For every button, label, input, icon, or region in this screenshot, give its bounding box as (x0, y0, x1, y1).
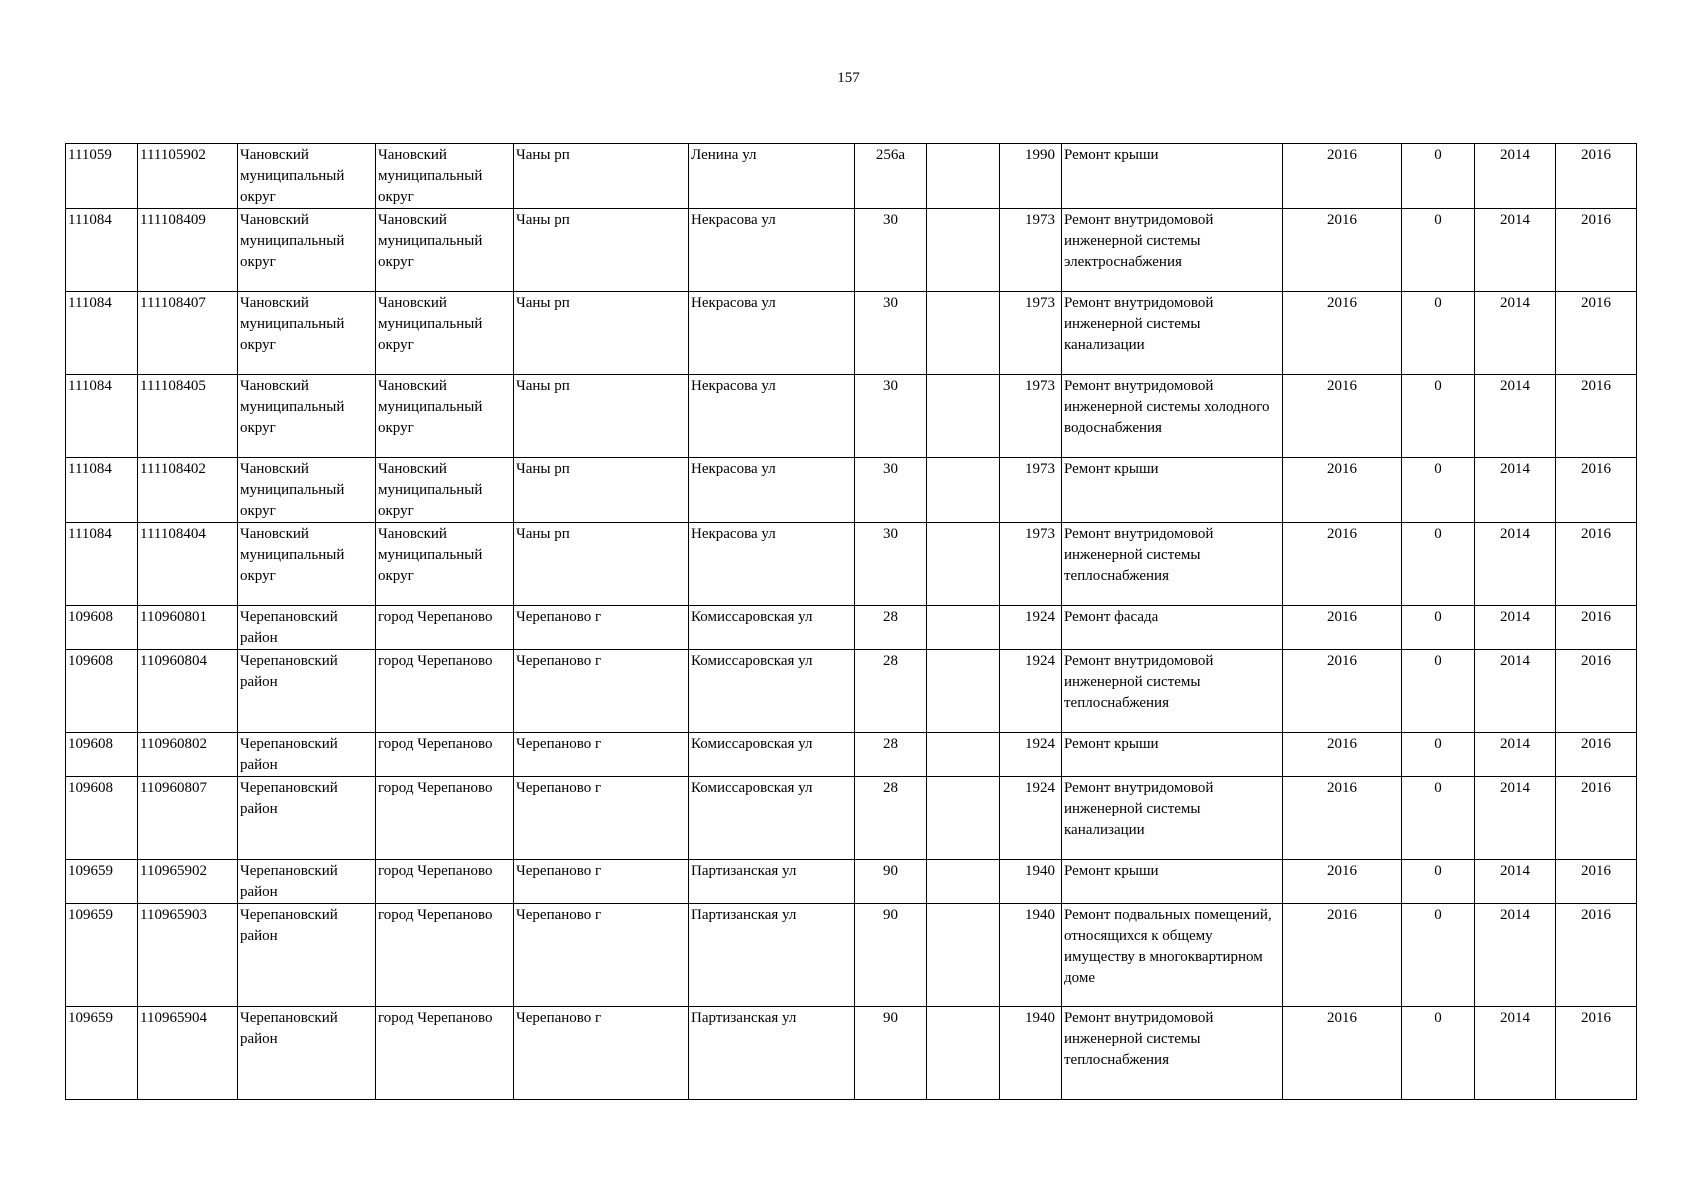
house-id-cell: 109608 (66, 777, 138, 860)
plan-year-cell: 2016 (1283, 904, 1402, 1007)
district-cell: Черепановский район (238, 606, 376, 650)
work-type-cell: Ремонт внутридомовой инженерной системы теплоснабжения (1062, 1007, 1283, 1100)
building-cell (927, 458, 1000, 523)
zero-value-cell: 0 (1402, 904, 1475, 1007)
municipality-cell: город Черепаново (376, 650, 514, 733)
street-cell: Комиссаровская ул (689, 606, 855, 650)
district-cell: Чановский муниципальный округ (238, 292, 376, 375)
work-type-cell: Ремонт крыши (1062, 458, 1283, 523)
street-cell: Комиссаровская ул (689, 650, 855, 733)
work-id-cell: 110965902 (138, 860, 238, 904)
street-cell: Комиссаровская ул (689, 777, 855, 860)
house-number-cell: 90 (855, 860, 927, 904)
settlement-cell: Черепаново г (514, 777, 689, 860)
built-year-cell: 1973 (1000, 209, 1062, 292)
plan-year-cell: 2016 (1283, 606, 1402, 650)
built-year-cell: 1940 (1000, 1007, 1062, 1100)
table-row (66, 209, 1637, 292)
municipality-cell: Чановский муниципальный округ (376, 523, 514, 606)
end-year-cell: 2016 (1556, 733, 1637, 777)
table-row (66, 523, 1637, 606)
house-number-cell: 28 (855, 733, 927, 777)
zero-value-cell: 0 (1402, 1007, 1475, 1100)
start-year-cell: 2014 (1475, 144, 1556, 209)
municipality-cell: Чановский муниципальный округ (376, 375, 514, 458)
house-number-cell: 30 (855, 209, 927, 292)
building-cell (927, 292, 1000, 375)
built-year-cell: 1973 (1000, 458, 1062, 523)
zero-value-cell: 0 (1402, 144, 1475, 209)
work-type-cell: Ремонт внутридомовой инженерной системы канализации (1062, 777, 1283, 860)
building-cell (927, 144, 1000, 209)
building-cell (927, 777, 1000, 860)
zero-value-cell: 0 (1402, 523, 1475, 606)
house-id-cell: 111084 (66, 375, 138, 458)
work-id-cell: 111108407 (138, 292, 238, 375)
table-row (66, 777, 1637, 860)
end-year-cell: 2016 (1556, 523, 1637, 606)
house-id-cell: 111084 (66, 209, 138, 292)
end-year-cell: 2016 (1556, 1007, 1637, 1100)
house-id-cell: 109659 (66, 904, 138, 1007)
building-cell (927, 860, 1000, 904)
built-year-cell: 1940 (1000, 860, 1062, 904)
house-id-cell: 111084 (66, 292, 138, 375)
building-cell (927, 1007, 1000, 1100)
table-row (66, 292, 1637, 375)
zero-value-cell: 0 (1402, 375, 1475, 458)
table-row (66, 375, 1637, 458)
municipality-cell: Чановский муниципальный округ (376, 292, 514, 375)
settlement-cell: Черепаново г (514, 860, 689, 904)
table-row (66, 860, 1637, 904)
plan-year-cell: 2016 (1283, 1007, 1402, 1100)
house-number-cell: 90 (855, 904, 927, 1007)
plan-year-cell: 2016 (1283, 777, 1402, 860)
end-year-cell: 2016 (1556, 144, 1637, 209)
municipality-cell: Чановский муниципальный округ (376, 458, 514, 523)
street-cell: Некрасова ул (689, 375, 855, 458)
house-id-cell: 109608 (66, 733, 138, 777)
settlement-cell: Чаны рп (514, 523, 689, 606)
district-cell: Черепановский район (238, 777, 376, 860)
building-cell (927, 523, 1000, 606)
municipality-cell: город Черепаново (376, 733, 514, 777)
end-year-cell: 2016 (1556, 904, 1637, 1007)
built-year-cell: 1990 (1000, 144, 1062, 209)
house-number-cell: 30 (855, 292, 927, 375)
district-cell: Чановский муниципальный округ (238, 375, 376, 458)
work-id-cell: 111105902 (138, 144, 238, 209)
table-row (66, 1007, 1637, 1100)
built-year-cell: 1924 (1000, 733, 1062, 777)
district-cell: Чановский муниципальный округ (238, 458, 376, 523)
zero-value-cell: 0 (1402, 650, 1475, 733)
settlement-cell: Черепаново г (514, 1007, 689, 1100)
zero-value-cell: 0 (1402, 860, 1475, 904)
house-id-cell: 111059 (66, 144, 138, 209)
district-cell: Чановский муниципальный округ (238, 144, 376, 209)
table-row (66, 650, 1637, 733)
start-year-cell: 2014 (1475, 375, 1556, 458)
work-id-cell: 111108404 (138, 523, 238, 606)
plan-year-cell: 2016 (1283, 458, 1402, 523)
building-cell (927, 375, 1000, 458)
work-type-cell: Ремонт крыши (1062, 144, 1283, 209)
built-year-cell: 1973 (1000, 375, 1062, 458)
work-type-cell: Ремонт подвальных помещений, относящихся к общему имуществу в многоквартирном доме (1062, 904, 1283, 1007)
district-cell: Черепановский район (238, 904, 376, 1007)
street-cell: Партизанская ул (689, 860, 855, 904)
municipality-cell: город Черепаново (376, 606, 514, 650)
house-number-cell: 28 (855, 777, 927, 860)
plan-year-cell: 2016 (1283, 650, 1402, 733)
work-type-cell: Ремонт крыши (1062, 733, 1283, 777)
house-number-cell: 28 (855, 650, 927, 733)
house-number-cell: 30 (855, 458, 927, 523)
district-cell: Черепановский район (238, 1007, 376, 1100)
start-year-cell: 2014 (1475, 606, 1556, 650)
house-id-cell: 111084 (66, 523, 138, 606)
built-year-cell: 1924 (1000, 650, 1062, 733)
building-cell (927, 733, 1000, 777)
page-number: 157 (837, 70, 860, 86)
street-cell: Некрасова ул (689, 209, 855, 292)
house-number-cell: 256а (855, 144, 927, 209)
work-id-cell: 111108405 (138, 375, 238, 458)
plan-year-cell: 2016 (1283, 375, 1402, 458)
building-cell (927, 606, 1000, 650)
table-row (66, 144, 1637, 209)
registry-table (65, 143, 1637, 1100)
work-type-cell: Ремонт внутридомовой инженерной системы теплоснабжения (1062, 523, 1283, 606)
end-year-cell: 2016 (1556, 606, 1637, 650)
district-cell: Чановский муниципальный округ (238, 523, 376, 606)
start-year-cell: 2014 (1475, 860, 1556, 904)
built-year-cell: 1973 (1000, 523, 1062, 606)
municipality-cell: город Черепаново (376, 1007, 514, 1100)
end-year-cell: 2016 (1556, 458, 1637, 523)
house-number-cell: 28 (855, 606, 927, 650)
municipality-cell: город Черепаново (376, 777, 514, 860)
plan-year-cell: 2016 (1283, 209, 1402, 292)
district-cell: Чановский муниципальный округ (238, 209, 376, 292)
municipality-cell: город Черепаново (376, 860, 514, 904)
zero-value-cell: 0 (1402, 733, 1475, 777)
built-year-cell: 1973 (1000, 292, 1062, 375)
zero-value-cell: 0 (1402, 606, 1475, 650)
settlement-cell: Чаны рп (514, 458, 689, 523)
municipality-cell: Чановский муниципальный округ (376, 209, 514, 292)
street-cell: Комиссаровская ул (689, 733, 855, 777)
work-type-cell: Ремонт внутридомовой инженерной системы холодного водоснабжения (1062, 375, 1283, 458)
settlement-cell: Чаны рп (514, 375, 689, 458)
building-cell (927, 650, 1000, 733)
built-year-cell: 1940 (1000, 904, 1062, 1007)
district-cell: Черепановский район (238, 860, 376, 904)
built-year-cell: 1924 (1000, 606, 1062, 650)
start-year-cell: 2014 (1475, 1007, 1556, 1100)
table-row (66, 733, 1637, 777)
building-cell (927, 904, 1000, 1007)
building-cell (927, 209, 1000, 292)
work-type-cell: Ремонт внутридомовой инженерной системы канализации (1062, 292, 1283, 375)
table-row (66, 458, 1637, 523)
settlement-cell: Черепаново г (514, 650, 689, 733)
settlement-cell: Чаны рп (514, 144, 689, 209)
street-cell: Партизанская ул (689, 1007, 855, 1100)
start-year-cell: 2014 (1475, 777, 1556, 860)
start-year-cell: 2014 (1475, 292, 1556, 375)
street-cell: Некрасова ул (689, 292, 855, 375)
work-id-cell: 110965903 (138, 904, 238, 1007)
work-type-cell: Ремонт внутридомовой инженерной системы теплоснабжения (1062, 650, 1283, 733)
end-year-cell: 2016 (1556, 375, 1637, 458)
table-row (66, 606, 1637, 650)
work-type-cell: Ремонт внутридомовой инженерной системы электроснабжения (1062, 209, 1283, 292)
municipality-cell: город Черепаново (376, 904, 514, 1007)
plan-year-cell: 2016 (1283, 292, 1402, 375)
work-type-cell: Ремонт крыши (1062, 860, 1283, 904)
work-id-cell: 111108409 (138, 209, 238, 292)
work-id-cell: 110960807 (138, 777, 238, 860)
house-number-cell: 90 (855, 1007, 927, 1100)
district-cell: Черепановский район (238, 733, 376, 777)
end-year-cell: 2016 (1556, 209, 1637, 292)
work-id-cell: 111108402 (138, 458, 238, 523)
street-cell: Некрасова ул (689, 458, 855, 523)
work-id-cell: 110960804 (138, 650, 238, 733)
zero-value-cell: 0 (1402, 209, 1475, 292)
start-year-cell: 2014 (1475, 209, 1556, 292)
settlement-cell: Чаны рп (514, 292, 689, 375)
work-id-cell: 110960801 (138, 606, 238, 650)
settlement-cell: Черепаново г (514, 733, 689, 777)
district-cell: Черепановский район (238, 650, 376, 733)
zero-value-cell: 0 (1402, 777, 1475, 860)
street-cell: Ленина ул (689, 144, 855, 209)
street-cell: Партизанская ул (689, 904, 855, 1007)
end-year-cell: 2016 (1556, 292, 1637, 375)
work-id-cell: 110965904 (138, 1007, 238, 1100)
start-year-cell: 2014 (1475, 733, 1556, 777)
house-id-cell: 109608 (66, 606, 138, 650)
start-year-cell: 2014 (1475, 650, 1556, 733)
settlement-cell: Черепаново г (514, 904, 689, 1007)
house-id-cell: 109659 (66, 860, 138, 904)
table-row (66, 904, 1637, 1007)
settlement-cell: Чаны рп (514, 209, 689, 292)
plan-year-cell: 2016 (1283, 523, 1402, 606)
house-number-cell: 30 (855, 375, 927, 458)
table-body (66, 144, 1637, 1100)
work-id-cell: 110960802 (138, 733, 238, 777)
settlement-cell: Черепаново г (514, 606, 689, 650)
start-year-cell: 2014 (1475, 904, 1556, 1007)
work-type-cell: Ремонт фасада (1062, 606, 1283, 650)
start-year-cell: 2014 (1475, 523, 1556, 606)
zero-value-cell: 0 (1402, 292, 1475, 375)
end-year-cell: 2016 (1556, 777, 1637, 860)
start-year-cell: 2014 (1475, 458, 1556, 523)
street-cell: Некрасова ул (689, 523, 855, 606)
house-id-cell: 109659 (66, 1007, 138, 1100)
end-year-cell: 2016 (1556, 650, 1637, 733)
municipality-cell: Чановский муниципальный округ (376, 144, 514, 209)
built-year-cell: 1924 (1000, 777, 1062, 860)
house-id-cell: 111084 (66, 458, 138, 523)
plan-year-cell: 2016 (1283, 733, 1402, 777)
house-id-cell: 109608 (66, 650, 138, 733)
plan-year-cell: 2016 (1283, 860, 1402, 904)
end-year-cell: 2016 (1556, 860, 1637, 904)
house-number-cell: 30 (855, 523, 927, 606)
plan-year-cell: 2016 (1283, 144, 1402, 209)
zero-value-cell: 0 (1402, 458, 1475, 523)
